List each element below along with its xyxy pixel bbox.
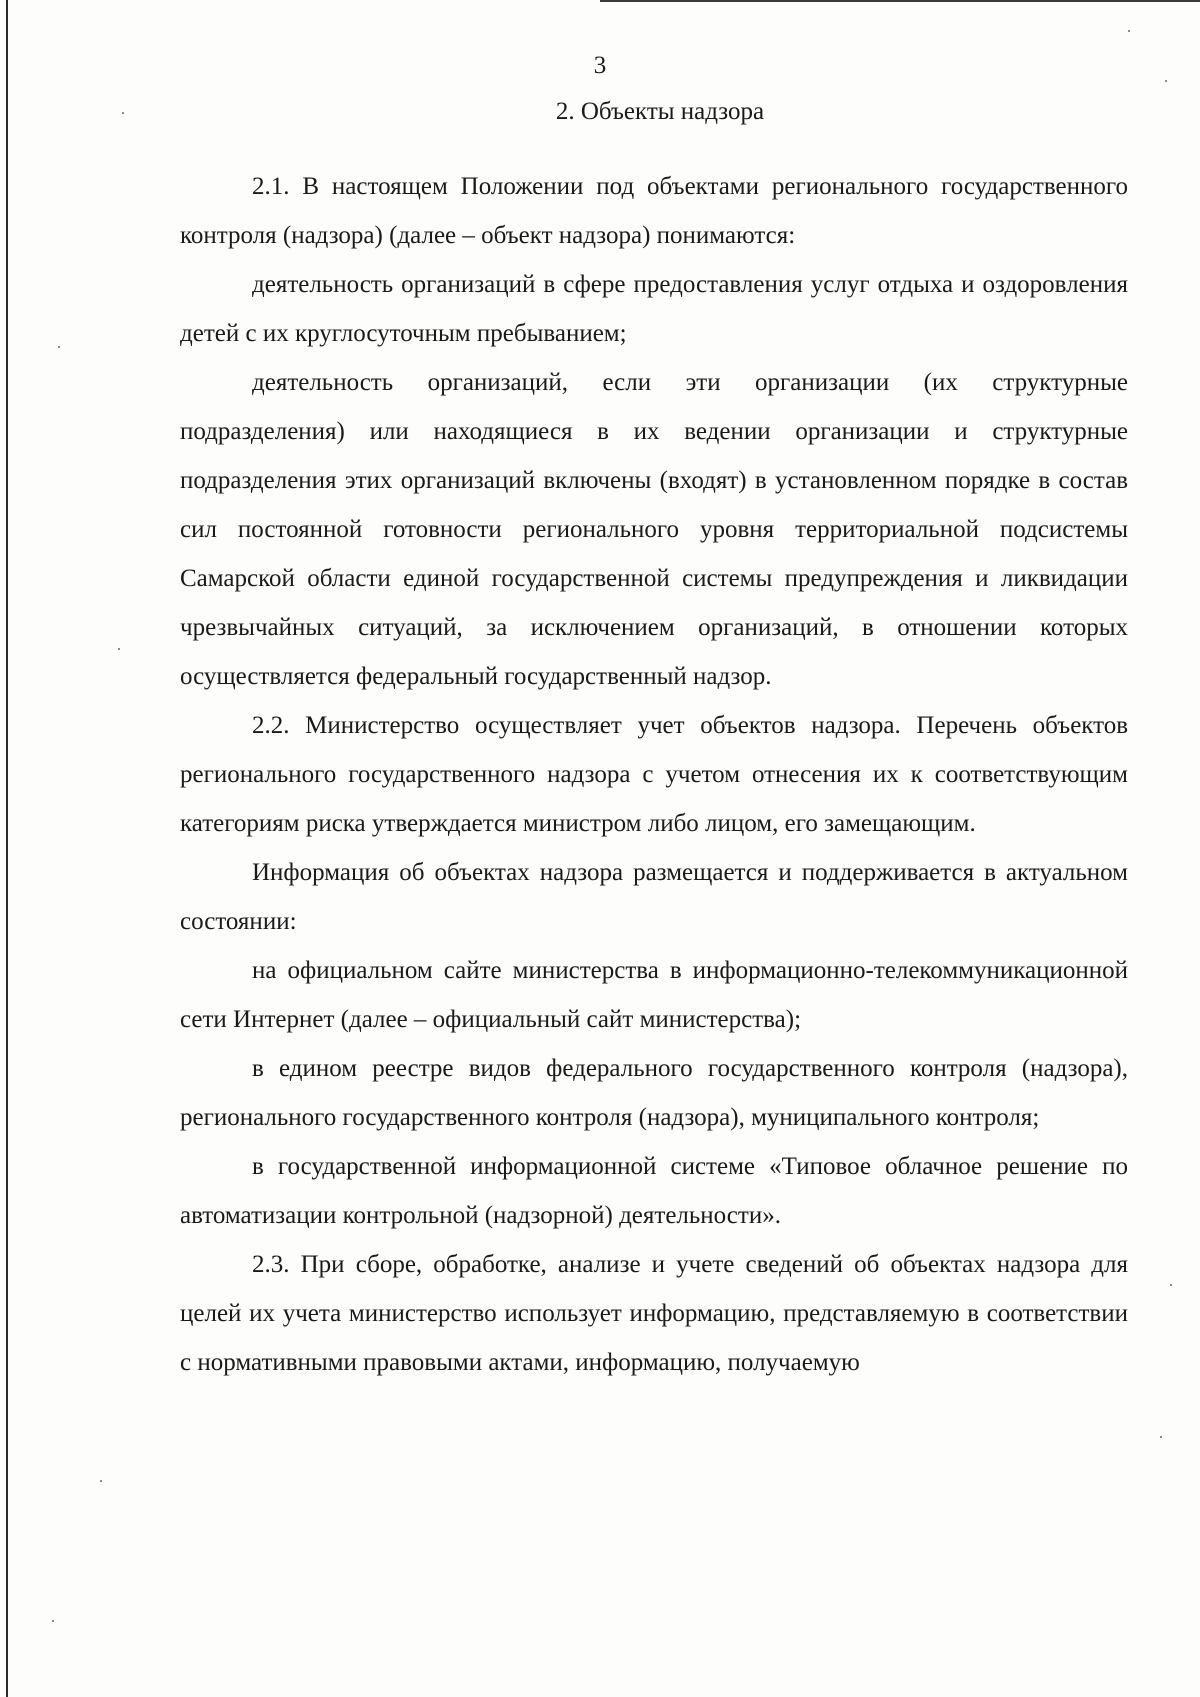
paragraph-emergency-organizations: деятельность организаций, если эти организации (их структурные подразделения) или находящиеся в их ведении организации и структурные подразделения этих организаций включены (входят) в установленном порядке в состав сил постоянной готовности регионального уровня территориальной подсистемы Самарской области единой государственной системы предупреждения и ликвидации чрезвычайных ситуаций, за исключением организаций, в отношении которых осуществляется федеральный государственный надзор.	[180, 369, 1128, 690]
scan-speck	[1170, 1284, 1172, 1286]
scan-speck	[118, 648, 120, 650]
scan-speck	[52, 1620, 54, 1622]
section-title: 2. Объекты надзора	[555, 98, 765, 125]
page-number: 3	[593, 52, 607, 79]
scan-speck	[100, 1480, 102, 1482]
paragraph-2-1: 2.1. В настоящем Положении под объектами регионального государственного контроля (надзора) (далее – объект надзора) понимаются:	[180, 173, 1128, 249]
scan-speck	[1165, 80, 1167, 82]
scan-speck	[1160, 1436, 1162, 1438]
paragraph-unified-registry: в едином реестре видов федерального государственного контроля (надзора), регионального государственного контроля (надзора), муниципального контроля;	[180, 1055, 1128, 1131]
paragraph-info-placement: Информация об объектах надзора размещается и поддерживается в актуальном состоянии:	[180, 859, 1128, 935]
scan-left-border	[6, 0, 8, 1697]
paragraph-official-website: на официальном сайте министерства в информационно-телекоммуникационной сети Интернет (далее – официальный сайт министерства);	[180, 957, 1128, 1033]
paragraph-2-3: 2.3. При сборе, обработке, анализе и учете сведений об объектах надзора для целей их учета министерство использует информацию, представляемую в соответствии с нормативными правовыми актами, информацию, получаемую	[180, 1251, 1128, 1376]
paragraph-2-2: 2.2. Министерство осуществляет учет объектов надзора. Перечень объектов регионального государственного надзора с учетом отнесения их к соответствующим категориям риска утверждается министром либо лицом, его замещающим.	[180, 712, 1128, 837]
scan-speck	[58, 346, 60, 348]
paragraph-children-recreation: деятельность организаций в сфере предоставления услуг отдыха и оздоровления детей с их круглосуточным пребыванием;	[180, 271, 1128, 347]
scan-speck	[1128, 30, 1130, 32]
scan-top-border	[600, 0, 1200, 2]
paragraph-state-information-system: в государственной информационной системе «Типовое облачное решение по автоматизации контрольной (надзорной) деятельности».	[180, 1153, 1128, 1229]
document-body	[180, 162, 1128, 1387]
